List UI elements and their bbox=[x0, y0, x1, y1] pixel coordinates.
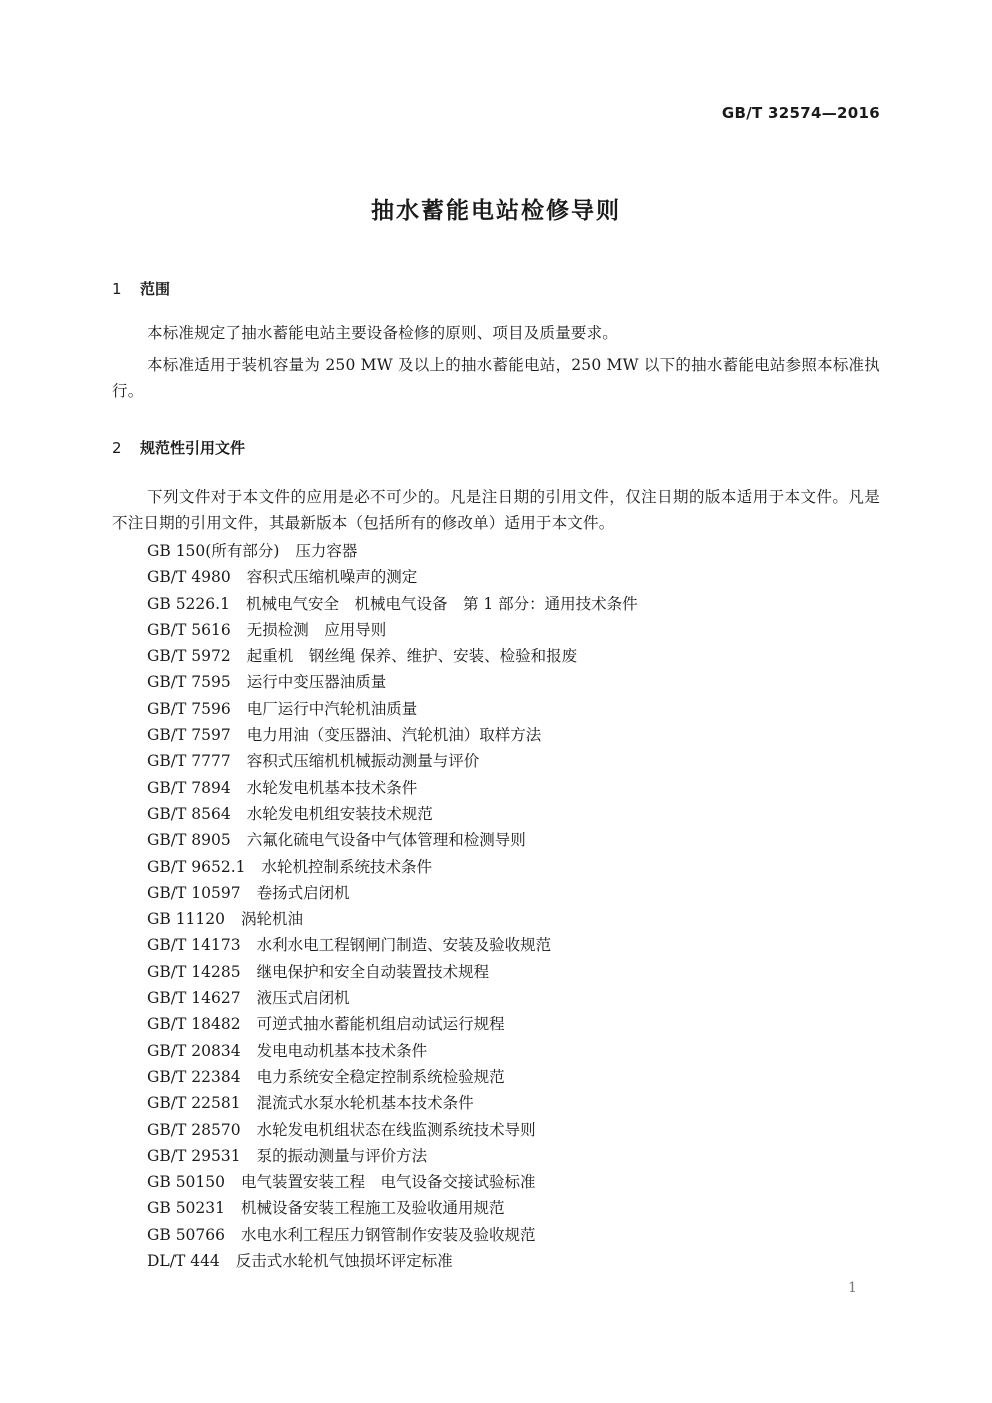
reference-item bbox=[147, 1038, 638, 1064]
reference-list bbox=[147, 538, 638, 1274]
reference-item bbox=[147, 564, 638, 590]
reference-title: 水轮发电机基本技术条件 bbox=[246, 778, 418, 797]
section-title: 范围 bbox=[140, 280, 171, 298]
reference-item bbox=[147, 591, 638, 617]
references-intro-paragraph: 下列文件对于本文件的应用是必不可少的。凡是注日期的引用文件，仅注日期的版本适用于本文件。凡是不注日期的引用文件，其最新版本（包括所有的修改单）适用于本文件。 bbox=[112, 488, 880, 532]
reference-code: DL/T 444 bbox=[147, 1252, 220, 1271]
reference-code: GB/T 8905 bbox=[147, 831, 231, 850]
reference-item bbox=[147, 1169, 638, 1195]
reference-code: GB/T 5972 bbox=[147, 647, 231, 666]
reference-item bbox=[147, 1117, 638, 1143]
reference-item bbox=[147, 643, 638, 669]
reference-item bbox=[147, 906, 638, 932]
reference-code: GB/T 10597 bbox=[147, 883, 241, 902]
reference-title: 发电电动机基本技术条件 bbox=[256, 1041, 428, 1060]
reference-title: 涡轮机油 bbox=[241, 910, 304, 929]
reference-item bbox=[147, 538, 638, 564]
reference-title: 水轮发电机组安装技术规范 bbox=[246, 804, 433, 823]
page-number: 1 bbox=[848, 1280, 857, 1296]
reference-title: 水轮发电机组状态在线监测系统技术导则 bbox=[256, 1120, 536, 1139]
section-heading-normative-references bbox=[112, 437, 245, 458]
reference-title: 机械电气安全 机械电气设备 第 1 部分：通用技术条件 bbox=[245, 594, 638, 613]
reference-item bbox=[147, 1011, 638, 1037]
reference-title: 电力用油（变压器油、汽轮机油）取样方法 bbox=[246, 726, 542, 745]
reference-title: 泵的振动测量与评价方法 bbox=[256, 1146, 428, 1165]
reference-code: GB/T 8564 bbox=[147, 804, 231, 823]
reference-item bbox=[147, 748, 638, 774]
section-title: 规范性引用文件 bbox=[140, 439, 246, 457]
reference-code: GB 11120 bbox=[147, 910, 226, 929]
reference-code: GB 50766 bbox=[147, 1225, 226, 1244]
reference-item bbox=[147, 1222, 638, 1248]
reference-item bbox=[147, 1143, 638, 1169]
reference-item bbox=[147, 985, 638, 1011]
reference-title: 水利水电工程钢闸门制造、安装及验收规范 bbox=[256, 936, 552, 955]
reference-title: 电厂运行中汽轮机油质量 bbox=[246, 699, 418, 718]
reference-title: 六氟化硫电气设备中气体管理和检测导则 bbox=[246, 831, 526, 850]
reference-title: 混流式水泵水轮机基本技术条件 bbox=[256, 1094, 474, 1113]
reference-code: GB/T 22384 bbox=[147, 1067, 241, 1086]
section-heading-scope bbox=[112, 278, 170, 299]
reference-item bbox=[147, 1064, 638, 1090]
reference-code: GB/T 7597 bbox=[147, 726, 231, 745]
reference-title: 压力容器 bbox=[295, 542, 358, 560]
reference-title: 反击式水轮机气蚀损坏评定标准 bbox=[235, 1252, 453, 1271]
reference-item bbox=[147, 617, 638, 643]
reference-title: 可逆式抽水蓄能机组启动试运行规程 bbox=[256, 1015, 505, 1034]
reference-item bbox=[147, 801, 638, 827]
reference-item bbox=[147, 880, 638, 906]
reference-item bbox=[147, 669, 638, 695]
reference-code: GB/T 4980 bbox=[147, 568, 231, 587]
reference-title: 机械设备安装工程施工及验收通用规范 bbox=[241, 1199, 505, 1218]
reference-code: GB/T 14173 bbox=[147, 936, 241, 955]
scope-paragraph-1: 本标准规定了抽水蓄能电站主要设备检修的原则、项目及质量要求。 bbox=[147, 324, 619, 342]
reference-item bbox=[147, 1090, 638, 1116]
reference-item bbox=[147, 827, 638, 853]
reference-title: 液压式启闭机 bbox=[256, 989, 350, 1008]
reference-item bbox=[147, 932, 638, 958]
reference-code: GB/T 7894 bbox=[147, 778, 231, 797]
reference-title: 水轮机控制系统技术条件 bbox=[261, 857, 433, 876]
reference-code: GB/T 7595 bbox=[147, 673, 231, 692]
reference-code: GB 50150 bbox=[147, 1173, 226, 1192]
reference-code: GB/T 9652.1 bbox=[147, 857, 246, 876]
section-number: 1 bbox=[112, 280, 122, 298]
reference-code: GB/T 22581 bbox=[147, 1094, 241, 1113]
reference-item bbox=[147, 1248, 638, 1274]
reference-title: 起重机 钢丝绳 保养、维护、安装、检验和报废 bbox=[246, 647, 578, 666]
reference-code: GB/T 29531 bbox=[147, 1146, 241, 1165]
reference-title: 容积式压缩机机械振动测量与评价 bbox=[246, 752, 480, 771]
reference-item bbox=[147, 854, 638, 880]
reference-item bbox=[147, 696, 638, 722]
scope-paragraph-2: 本标准适用于装机容量为 250 MW 及以上的抽水蓄能电站，250 MW 以下的抽水蓄能电站参照本标准执行。 bbox=[112, 356, 880, 400]
reference-title: 运行中变压器油质量 bbox=[246, 673, 387, 692]
reference-title: 继电保护和安全自动装置技术规程 bbox=[256, 962, 490, 981]
reference-code: GB/T 7777 bbox=[147, 752, 231, 771]
reference-title: 水电水利工程压力钢管制作安装及验收规范 bbox=[241, 1225, 536, 1244]
standard-code: GB/T 32574—2016 bbox=[721, 104, 880, 122]
document-title: 抽水蓄能电站检修导则 bbox=[371, 198, 621, 224]
reference-code: GB/T 7596 bbox=[147, 699, 231, 718]
reference-code: GB/T 20834 bbox=[147, 1041, 241, 1060]
reference-code: GB/T 5616 bbox=[147, 620, 231, 639]
reference-title: 卷扬式启闭机 bbox=[256, 883, 350, 902]
reference-title: 无损检测 应用导则 bbox=[246, 620, 387, 639]
reference-code: GB/T 28570 bbox=[147, 1120, 241, 1139]
reference-code: GB 5226.1 bbox=[147, 594, 230, 613]
reference-code: GB/T 14285 bbox=[147, 962, 241, 981]
reference-code: GB 50231 bbox=[147, 1199, 226, 1218]
reference-code: GB/T 14627 bbox=[147, 989, 241, 1008]
reference-code: GB 150(所有部分) bbox=[147, 542, 280, 560]
reference-item bbox=[147, 1195, 638, 1221]
section-number: 2 bbox=[112, 439, 122, 457]
reference-title: 容积式压缩机噪声的测定 bbox=[246, 568, 418, 587]
reference-item bbox=[147, 722, 638, 748]
reference-code: GB/T 18482 bbox=[147, 1015, 241, 1034]
reference-item bbox=[147, 959, 638, 985]
reference-title: 电力系统安全稳定控制系统检验规范 bbox=[256, 1067, 505, 1086]
reference-title: 电气装置安装工程 电气设备交接试验标准 bbox=[241, 1173, 536, 1192]
reference-item bbox=[147, 775, 638, 801]
